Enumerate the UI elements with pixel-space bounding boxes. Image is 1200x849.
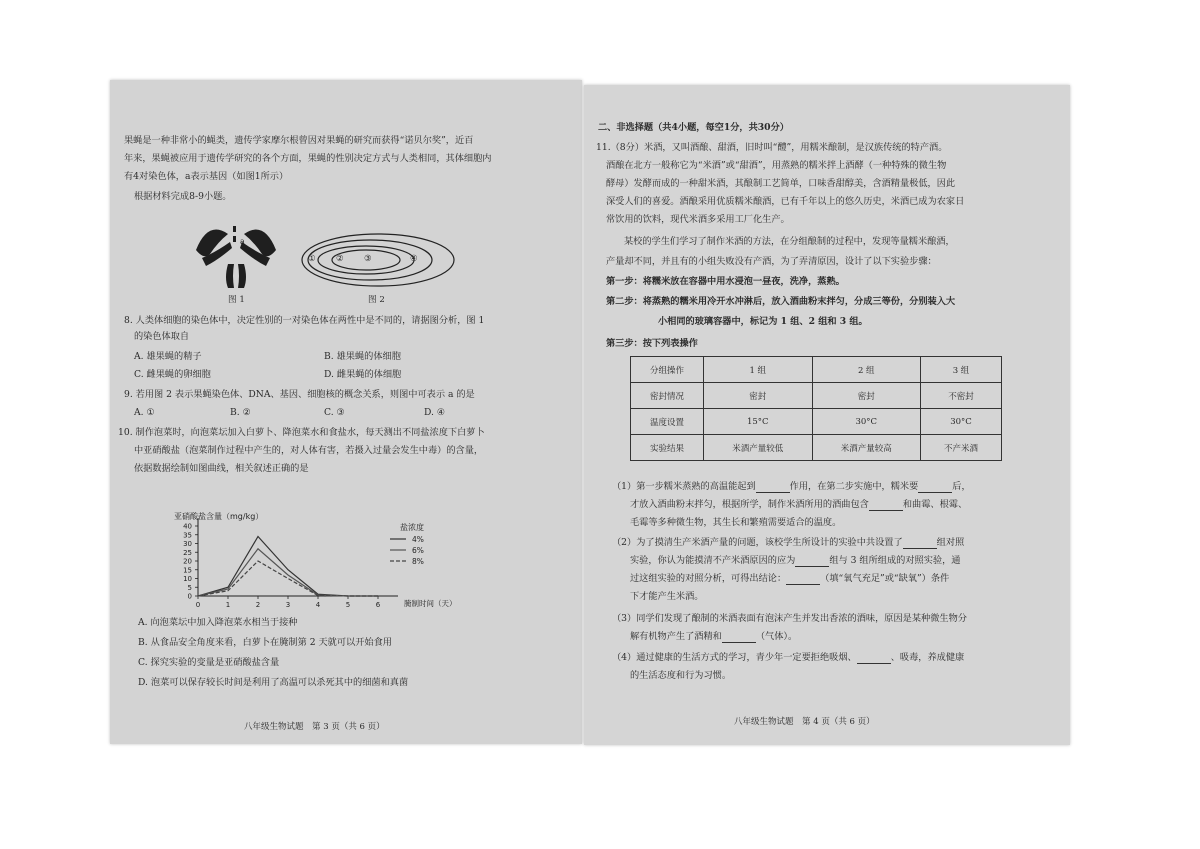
sub2-text-f: （填“氧气充足”或“缺氧”）条件 [820,573,950,584]
intro-line-3: 有4对染色体，a表示基因（如图1所示） [124,171,289,182]
y-tick-label: 5 [187,583,192,592]
step-3: 第三步：按下列表操作 [606,338,698,349]
table-cell: 密封 [812,383,921,409]
table-cell: 30°C [921,409,1002,435]
q9-option-a: A. ① [134,407,155,418]
circle-label-4: ④ [410,254,418,264]
sub3-line-2 [630,630,797,643]
q9-option-c: C. ③ [324,407,345,418]
y-tick-label: 35 [183,531,192,540]
fig2-label: 图 2 [368,295,385,305]
q10-option-c: C. 探究实验的变量是亚硝酸盐含量 [138,657,280,668]
table-cell: 温度设置 [631,409,704,435]
circle-label-2: ② [336,254,344,264]
exam-page-3 [110,80,582,744]
table-cell: 2 组 [812,357,921,383]
sub1-line-1 [612,480,971,493]
x-tick-label: 6 [375,601,381,609]
fig1-label: 图 1 [228,295,245,305]
sub3-line-1: （3）同学们发现了酿制的米酒表面有泡沫产生并发出香浓的酒味，原因是某种微生物分 [612,613,967,624]
sub2-line-1 [612,536,964,549]
table-cell: 实验结果 [631,435,704,461]
table-cell: 米酒产量较高 [812,435,921,461]
sub4-text-a: （4）通过健康的生活方式的学习，青少年一定要拒绝吸烟、 [612,652,857,663]
q10-option-b: B. 从食品安全角度来看，白萝卜在腌制第 2 天就可以开始食用 [138,637,392,648]
q11-line-4: 深受人们的喜爱。酒酿采用优质糯米酿酒，已有千年以上的悠久历史，米酒已成为农家日 [606,196,965,207]
y-tick-label: 25 [183,548,192,557]
answer-blank[interactable] [786,575,820,585]
q8-option-d: D. 雌果蝇的体细胞 [324,369,402,380]
page-footer-4: 八年级生物试题 第 4 页（共 6 页） [734,717,875,727]
x-tick-label: 4 [315,601,321,609]
q8-option-c: C. 雌果蝇的卵细胞 [134,369,211,380]
para2-line-1: 某校的学生们学习了制作米酒的方法，在分组酿制的过程中，发现等量糯米酿酒， [624,236,955,247]
sub1-text-d: 才放入酒曲粉末拌匀，根据所学，制作米酒所用的酒曲包含 [630,499,869,510]
answer-blank[interactable] [722,633,756,643]
sub1-line-3: 毛霉等多种微生物，其生长和繁殖需要适合的温度。 [630,517,842,528]
page-footer-3: 八年级生物试题 第 3 页（共 6 页） [244,722,385,732]
q8-line-2: 的染色体取自 [134,331,190,342]
x-tick-label: 1 [225,601,231,609]
sub1-text-a: （1）第一步糯米蒸熟的高温能起到 [612,481,756,492]
concept-figure [300,230,456,290]
q11-line-3: 酵母）发酵而成的一种甜米酒，其酿制工艺简单，口味香甜醇美，含酒精量极低，因此 [606,178,956,189]
sub1-text-b: 作用，在第二步实施中，糯米要 [789,481,919,492]
step-1: 第一步：将糯米放在容器中用水浸泡一昼夜，洗净，蒸熟。 [606,276,845,287]
step-2-line-1: 第二步：将蒸熟的糯米用冷开水冲淋后，放入酒曲粉末拌匀，分成三等份，分别装入大 [606,296,956,307]
q10-line-1: 10. 制作泡菜时，向泡菜坛加入白萝卜、降泡菜水和食盐水，每天测出不同盐浓度下白萝卜 [118,427,485,438]
table-row [631,383,1002,409]
x-tick-label: 5 [345,601,351,609]
y-tick-label: 15 [183,566,192,575]
table-row [631,409,1002,435]
series-line-6% [198,549,378,596]
x-tick-label: 2 [255,601,261,609]
sub3-text-b: （气体）。 [755,631,798,642]
table-cell: 30°C [812,409,921,435]
sub2-line-3 [630,572,949,585]
q8-option-a: A. 雄果蝇的精子 [134,351,202,362]
x-tick-label: 0 [195,601,201,609]
intro-line-2: 年来，果蝇被应用于遗传学研究的各个方面，果蝇的性别决定方式与人类相同，其体细胞内 [124,153,492,164]
y-tick-label: 0 [187,592,192,601]
q11-line-1: 11.（8分）米酒，又叫酒酿、甜酒，旧时叫“醴”，用糯米酿制，是汉族传统的特产酒。 [596,142,948,153]
answer-blank[interactable] [918,483,952,493]
series-line-8% [198,561,378,596]
sub2-text-e: 过这组实验的对照分析，可得出结论： [630,573,787,584]
legend-label: 4% [412,535,424,544]
sub1-text-e: 和曲霉、根霉、 [902,499,968,510]
sub2-line-4: 下才能产生米酒。 [630,591,704,602]
table-cell: 15°C [704,409,813,435]
table-row [631,435,1002,461]
y-tick-label: 20 [183,557,192,566]
instruction: 根据材料完成8-9小题。 [134,191,232,202]
y-tick-label: 10 [183,575,192,583]
sub4-line-1 [612,651,964,664]
table-cell: 米酒产量较低 [704,435,813,461]
nitrite-chart [170,510,510,620]
intro-line-1: 果蝇是一种非常小的蝇类，遗传学家摩尔根曾因对果蝇的研究而获得“诺贝尔奖”，近百 [124,135,474,146]
q9-text: 9. 若用图 2 表示果蝇染色体、DNA、基因、细胞核的概念关系，则图中可表示 a 的是 [124,389,475,400]
answer-blank[interactable] [795,557,829,567]
table-cell: 不密封 [921,383,1002,409]
sub2-line-2 [630,554,961,567]
section-title: 二、非选择题（共4小题，每空1分，共30分） [598,122,789,133]
sub2-text-a: （2）为了摸清生产米酒产量的问题，该校学生所设计的实验中共设置了 [612,537,903,548]
answer-blank[interactable] [857,654,891,664]
chart-legend-title: 盐浓度 [400,523,424,532]
sub3-text-a: 解有机物产生了酒精和 [630,631,722,642]
exam-page-4 [584,85,1070,745]
step-2-line-2: 小相同的玻璃容器中，标记为 1 组、2 组和 3 组。 [658,316,868,327]
answer-blank[interactable] [756,483,790,493]
legend-label: 6% [412,546,424,555]
chromosome-figure [188,212,284,290]
q8-option-b: B. 雄果蝇的体细胞 [324,351,401,362]
table-cell: 1 组 [704,357,813,383]
sub1-text-c: 后， [952,481,971,492]
chart-xlabel: 腌制时间（天） [404,599,457,608]
legend-label: 8% [412,557,424,566]
sub2-text-d: 组与 3 组所组成的对照实验，通 [829,555,961,566]
y-tick-label: 30 [183,540,192,548]
answer-blank[interactable] [869,501,903,511]
q10-line-2: 中亚硝酸盐（泡菜制作过程中产生的，对人体有害，若摄入过量会发生中毒）的含量， [134,445,484,456]
para2-line-2: 产量却不同，并且有的小组失败没有产酒，为了弄清原因，设计了以下实验步骤： [606,256,937,267]
q10-line-3: 依据数据绘制如图曲线，相关叙述正确的是 [134,463,309,474]
table-cell: 密封情况 [631,383,704,409]
answer-blank[interactable] [903,539,937,549]
q8-line-1: 8. 人类体细胞的染色体中，决定性别的一对染色体在两性中是不同的，请据图分析，图 1 [124,315,485,326]
sub4-line-2: 的生活态度和行为习惯。 [630,670,732,681]
sub4-text-b: 、吸毒，养成健康 [890,652,965,663]
table-cell: 密封 [704,383,813,409]
sub1-line-2 [630,498,967,511]
q11-line-2: 酒酿在北方一般称它为“米酒”或“甜酒”，用蒸熟的糯米拌上酒酵（一种特殊的微生物 [606,160,947,171]
q9-option-b: B. ② [230,407,251,418]
sub2-text-c: 实验，你认为能摸清不产米酒原因的应为 [630,555,796,566]
sub2-text-b: 组对照 [936,537,965,548]
q10-option-a: A. 向泡菜坛中加入降泡菜水相当于接种 [138,617,298,628]
experiment-table [630,356,1002,461]
x-tick-label: 3 [285,601,291,609]
circle-label-1: ① [308,254,316,264]
circle-label-3: ③ [364,254,372,264]
gene-a-label: a [240,237,245,246]
y-tick-label: 40 [183,522,192,531]
series-line-4% [198,537,378,597]
q10-option-d: D. 泡菜可以保存较长时间是利用了高温可以杀死其中的细菌和真菌 [138,677,409,688]
chart-ylabel: 亚硝酸盐含量（mg/kg） [174,512,264,521]
table-cell: 不产米酒 [921,435,1002,461]
q11-line-5: 常饮用的饮料，现代米酒多采用工厂化生产。 [606,214,790,225]
q9-option-d: D. ④ [424,407,446,418]
table-cell: 分组操作 [631,357,704,383]
table-row [631,357,1002,383]
table-cell: 3 组 [921,357,1002,383]
